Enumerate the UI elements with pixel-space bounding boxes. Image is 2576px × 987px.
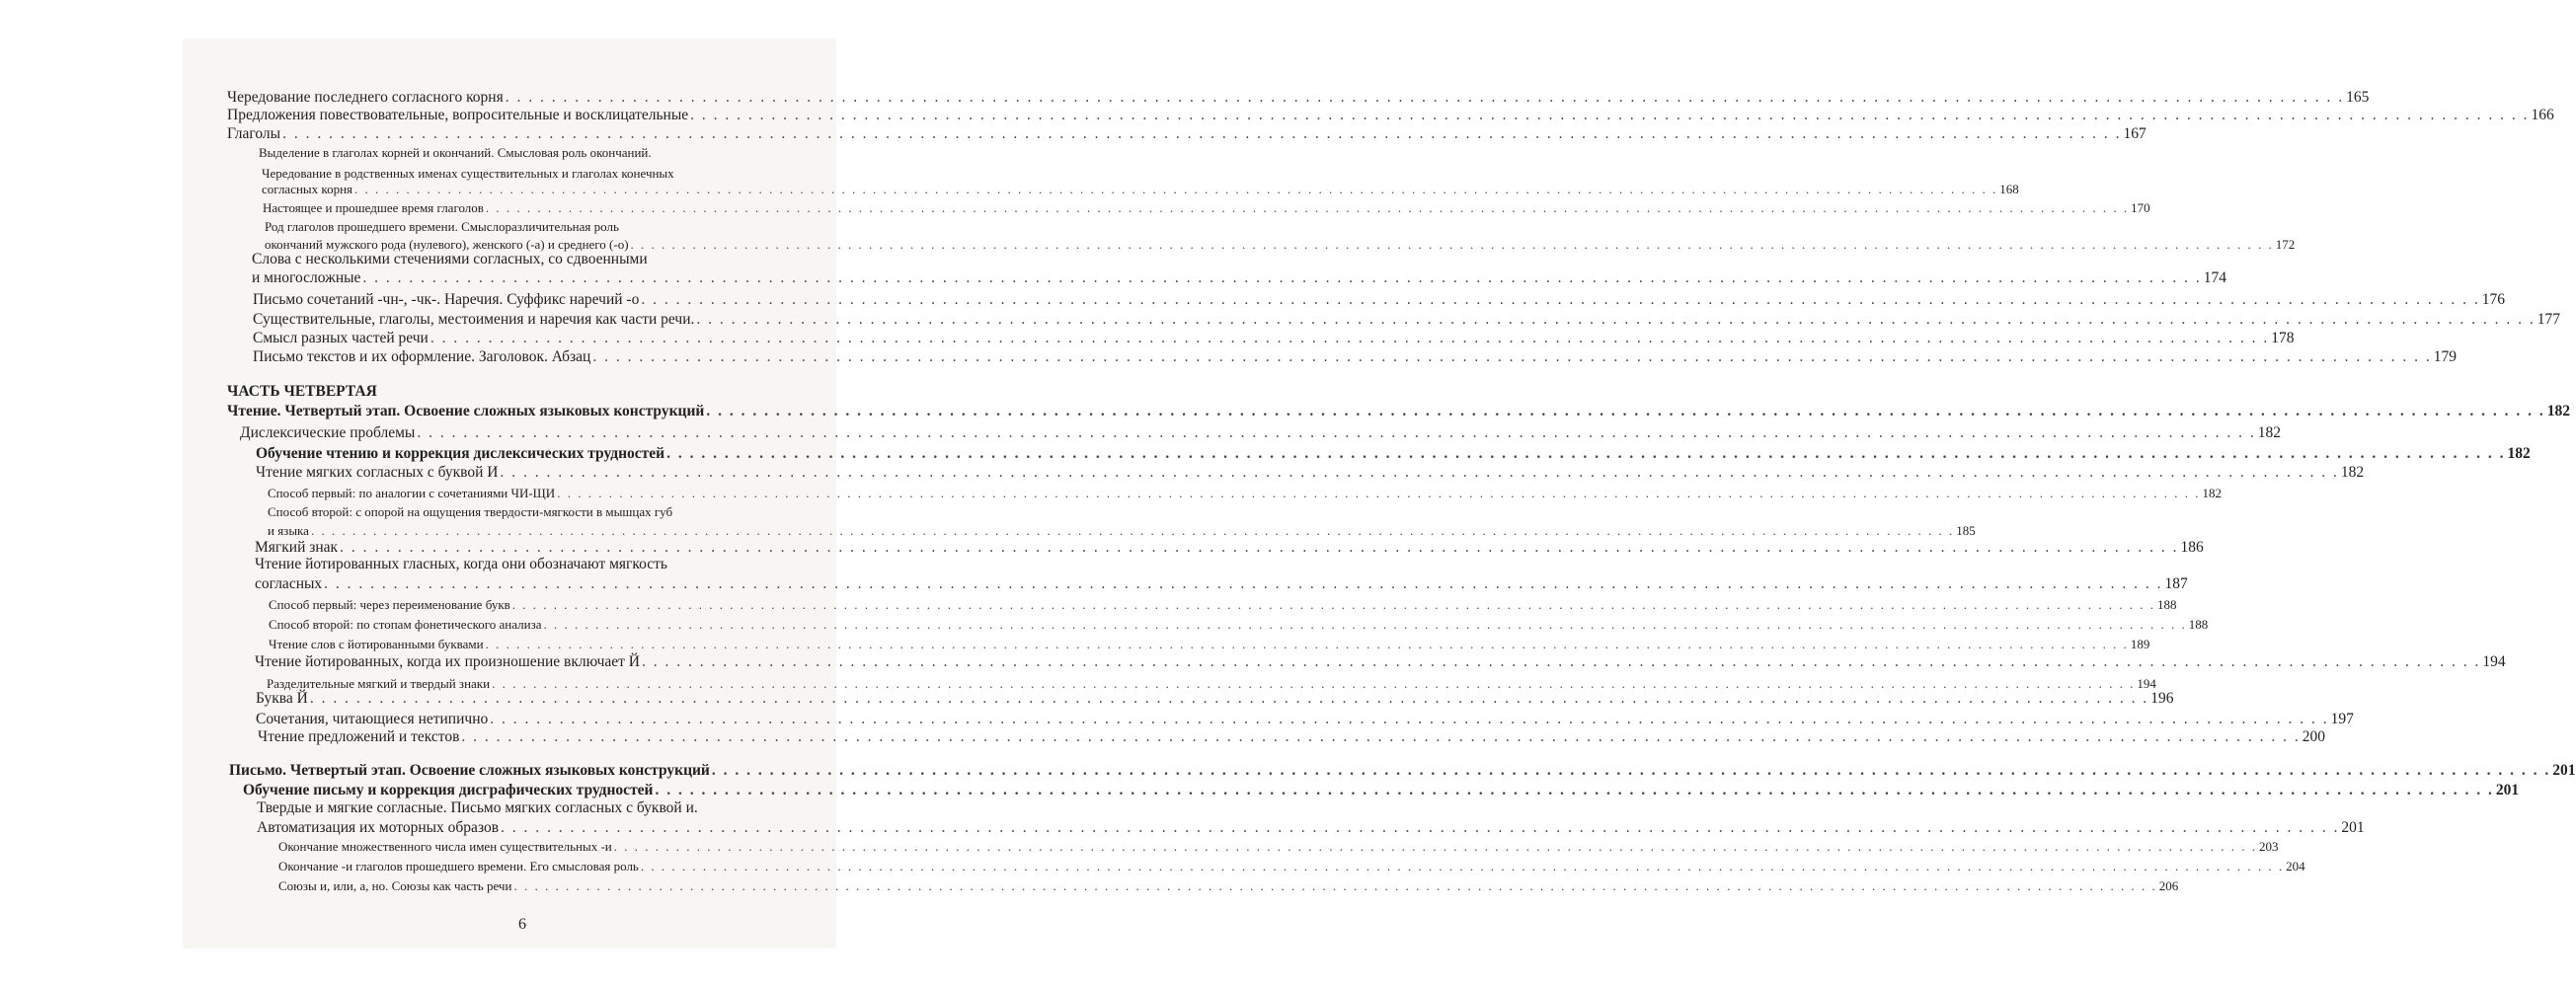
- toc-entry-title: Чтение слов с йотированными буквами: [269, 637, 484, 651]
- leader-dots: [690, 107, 2529, 124]
- toc-entry-title: и многосложные: [252, 269, 361, 286]
- leader-dots: [557, 485, 2200, 502]
- toc-entry-title: Твердые и мягкие согласные. Письмо мягких согласных с буквой и.: [257, 799, 698, 816]
- toc-entry-page: 179: [2433, 348, 2457, 365]
- toc-entry-page: 182: [2257, 424, 2281, 441]
- leader-dots: [631, 236, 2274, 254]
- toc-entry-title: Чередование в родственных именах существительных и глаголах конечных: [262, 166, 674, 181]
- toc-entry: [255, 575, 2188, 593]
- toc-entry: [278, 838, 2279, 856]
- leader-dots: [501, 819, 2339, 837]
- toc-entry: [256, 690, 2174, 708]
- leader-dots: [641, 858, 2284, 875]
- toc-entry: [227, 107, 2554, 124]
- toc-entry-page: 204: [2286, 859, 2305, 873]
- toc-entry-title: Сочетания, читающиеся нетипично: [256, 711, 489, 727]
- toc-entry-title: согласных: [255, 575, 323, 592]
- leader-dots: [461, 728, 2300, 746]
- toc-entry-page: 206: [2158, 878, 2179, 893]
- toc-entry-page: 166: [2531, 107, 2554, 123]
- toc-entry-title: Существительные, глаголы, местоимения и наречия как части речи.: [253, 311, 695, 328]
- toc-entry-page: 174: [2203, 269, 2227, 286]
- toc-entry-title: Письмо. Четвертый этап. Освоение сложных языковых конструкций: [229, 762, 710, 779]
- toc-entry-page: 194: [2482, 653, 2506, 670]
- leader-dots: [592, 348, 2431, 366]
- toc-entry-page: 196: [2150, 690, 2174, 707]
- toc-entry-page: 182: [2546, 403, 2570, 419]
- leader-dots: [340, 539, 2178, 557]
- leader-dots: [324, 575, 2162, 593]
- leader-dots: [544, 616, 2187, 634]
- toc-entry: [259, 144, 652, 162]
- toc-entry-title: Автоматизация их моторных образов: [257, 819, 500, 836]
- toc-entry: [278, 858, 2305, 875]
- leader-dots: [513, 877, 2156, 895]
- leader-dots: [417, 424, 2255, 442]
- leader-dots: [501, 464, 2339, 482]
- toc-entry-title: Окончание множественного числа имен существительных -и: [278, 839, 612, 854]
- toc-entry-title: Чтение мягких согласных с буквой И: [256, 464, 499, 481]
- toc-entry: [256, 464, 2365, 482]
- toc-entry-title: Предложения повествовательные, вопросительные и восклицательные: [227, 107, 689, 123]
- toc-entry-page: 189: [2130, 637, 2150, 651]
- toc-entry-title: Письмо текстов и их оформление. Заголовок. Абзац: [253, 348, 591, 365]
- toc-entry: [268, 522, 1976, 540]
- toc-entry: [269, 616, 2209, 634]
- leader-dots: [282, 125, 2121, 143]
- toc-entry-title: Способ первый: через переименование букв: [269, 597, 510, 612]
- leader-dots: [310, 690, 2148, 708]
- toc-entry: [227, 125, 2147, 143]
- toc-entry-page: 182: [2202, 486, 2222, 500]
- toc-entry-title: Обучение чтению и коррекция дислексических трудностей: [256, 445, 665, 462]
- leader-dots: [354, 181, 1997, 198]
- toc-entry: [252, 269, 2227, 287]
- chapter-title: ЧАСТЬ ЧЕТВЕРТАЯ: [227, 383, 377, 400]
- toc-entry-page: 176: [2481, 291, 2505, 308]
- toc-entry: [253, 311, 2561, 329]
- toc-entry: [268, 485, 2222, 502]
- toc-entry-title: Мягкий знак: [255, 539, 339, 556]
- toc-section-heading: [243, 782, 2520, 799]
- toc-entry-page: 182: [2340, 464, 2365, 481]
- toc-entry-title: Дислексические проблемы: [240, 424, 416, 441]
- toc-entry-page: 172: [2275, 237, 2296, 252]
- toc-entry-title: согласных корня: [262, 182, 353, 196]
- leader-dots: [486, 199, 2129, 217]
- leader-dots: [362, 269, 2201, 287]
- toc-entry-title: Род глаголов прошедшего времени. Смыслоразличительная роль: [265, 219, 619, 234]
- leader-dots: [506, 89, 2344, 107]
- toc-entry: [252, 251, 648, 268]
- toc-entry-page: 168: [1999, 182, 2019, 196]
- toc-entry: [269, 596, 2177, 614]
- leader-dots: [614, 838, 2257, 856]
- toc-entry: [255, 556, 667, 573]
- toc-entry-title: Разделительные мягкий и твердый знаки: [267, 676, 491, 691]
- toc-entry: [240, 424, 2281, 442]
- toc-entry-page: 194: [2137, 676, 2156, 691]
- toc-entry-title: окончаний мужского рода (нулевого), женского (-а) и среднего (-о): [265, 237, 629, 252]
- toc-entry: [255, 653, 2506, 671]
- toc-entry-page: 188: [2157, 597, 2177, 612]
- leader-dots: [642, 653, 2480, 671]
- toc-entry: [263, 199, 2150, 217]
- toc-entry-title: и языка: [268, 523, 309, 538]
- toc-entry: [253, 291, 2505, 309]
- toc-entry-title: Обучение письму и коррекция дисграфических трудностей: [243, 782, 654, 798]
- toc-entry: [257, 819, 2365, 837]
- toc-entry-title: Чтение йотированных гласных, когда они обозначают мягкость: [255, 556, 667, 572]
- toc-entry: [269, 636, 2150, 653]
- toc-entry-title: Слова с несколькими стечениями согласных, со сдвоенными: [252, 251, 648, 267]
- toc-entry-page: 178: [2271, 330, 2295, 346]
- toc-entry-page: 186: [2180, 539, 2204, 556]
- toc-entry: [253, 330, 2295, 347]
- toc-entry: [265, 218, 619, 236]
- toc-entry-title: Смысл разных частей речи: [253, 330, 429, 346]
- toc-entry: [227, 89, 2370, 107]
- toc-entry: [253, 348, 2457, 366]
- page-number: 6: [518, 916, 526, 933]
- toc-section-heading: [229, 762, 2576, 780]
- toc-entry-page: 203: [2259, 839, 2279, 854]
- toc-entry-page: 201: [2495, 782, 2520, 798]
- toc-entry-page: 185: [1956, 523, 1976, 538]
- toc-entry: [256, 711, 2354, 728]
- leader-dots: [486, 636, 2129, 653]
- leader-dots: [696, 311, 2535, 329]
- leader-dots: [706, 403, 2544, 420]
- toc-entry-page: 177: [2537, 311, 2561, 328]
- leader-dots: [641, 291, 2479, 309]
- leader-dots: [656, 782, 2494, 799]
- toc-entry-title: Чтение предложений и текстов: [258, 728, 460, 745]
- leader-dots: [666, 445, 2505, 463]
- toc-entry-title: Окончание -и глаголов прошедшего времени. Его смысловая роль: [278, 859, 639, 873]
- toc-section-heading: [256, 445, 2531, 463]
- toc-section-heading: [227, 403, 2570, 420]
- toc-entry: [262, 181, 2019, 198]
- toc-entry-title: Способ второй: с опорой на ощущения твердости-мягкости в мышцах губ: [268, 504, 673, 519]
- toc-entry-title: Буква Й: [256, 690, 308, 707]
- toc-entry-page: 165: [2346, 89, 2370, 106]
- toc-entry: [257, 799, 698, 817]
- toc-entry-title: Способ первый: по аналогии с сочетаниями ЧИ-ЩИ: [268, 486, 556, 500]
- toc-entry-page: 200: [2302, 728, 2326, 745]
- toc-entry-page: 187: [2164, 575, 2188, 592]
- toc-entry-page: 201: [2341, 819, 2365, 836]
- toc-entry: [278, 877, 2179, 895]
- leader-dots: [430, 330, 2269, 347]
- toc-entry-page: 167: [2123, 125, 2147, 142]
- toc-entry-page: 197: [2330, 711, 2354, 727]
- toc-entry-title: Союзы и, или, а, но. Союзы как часть речи: [278, 878, 512, 893]
- toc-entry-page: 201: [2552, 762, 2576, 779]
- toc-entry-title: Настоящее и прошедшее время глаголов: [263, 200, 484, 215]
- toc-entry-page: 170: [2131, 200, 2150, 215]
- toc-entry: [268, 503, 672, 521]
- toc-entry: [258, 728, 2326, 746]
- toc-entry-page: 188: [2188, 617, 2209, 632]
- leader-dots: [311, 522, 1954, 540]
- toc-entry-title: Способ второй: по стопам фонетического анализа: [269, 617, 542, 632]
- toc-entry-title: Глаголы: [227, 125, 281, 142]
- leader-dots: [490, 711, 2328, 728]
- leader-dots: [712, 762, 2550, 780]
- toc-entry-title: Письмо сочетаний -чн-, -чк-. Наречия. Суффикс наречий -о: [253, 291, 640, 308]
- toc-entry-title: Чтение йотированных, когда их произношение включает Й: [255, 653, 641, 670]
- toc-entry: [255, 539, 2204, 557]
- toc-entry-page: 182: [2507, 445, 2531, 462]
- toc-entry-title: Выделение в глаголах корней и окончаний. Смысловая роль окончаний.: [259, 145, 652, 160]
- toc-entry-title: Чтение. Четвертый этап. Освоение сложных языковых конструкций: [227, 403, 705, 419]
- toc-entry-title: Чередование последнего согласного корня: [227, 89, 504, 106]
- leader-dots: [512, 596, 2155, 614]
